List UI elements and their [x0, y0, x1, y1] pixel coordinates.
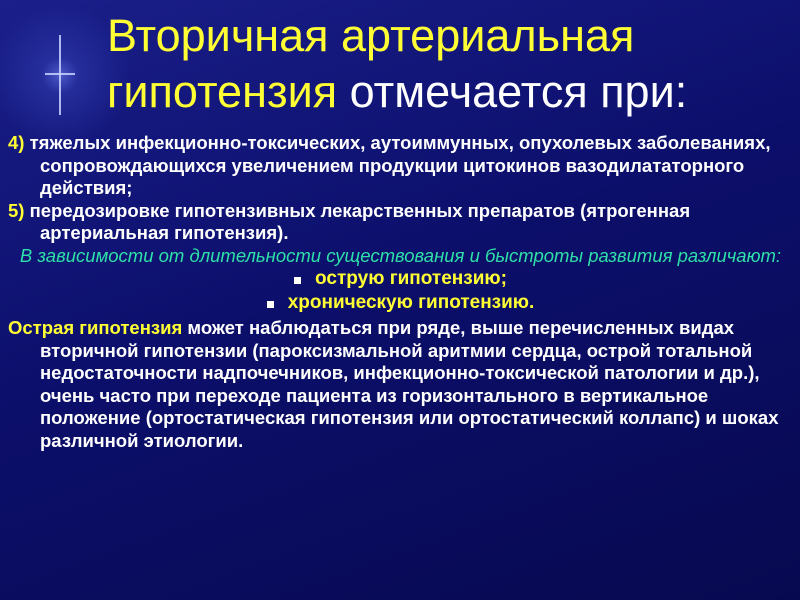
- slide-body: [8, 132, 793, 452]
- bullet-item-chronic: [8, 291, 793, 315]
- list-item-4: [8, 132, 793, 200]
- final-text: может наблюдаться при ряде, выше перечисленных видах вторичной гипотензии (пароксизмальной аритмии сердца, острой тотальной недостаточности надпочечников, инфекционно-токсической патологии и др.), очень часто при переходе пациента из горизонтального в вертикальное положение (ортостатическая гипотензия или ортостатический коллапс) и шоках различной этиологии.: [40, 317, 779, 451]
- title-part-3: отмечается при:: [349, 66, 688, 117]
- final-lead: Острая гипотензия: [8, 317, 183, 338]
- item-text: передозировке гипотензивных лекарственных препаратов (ятрогенная артериальная гипотензия).: [29, 199, 691, 243]
- intro-italic-text: В зависимости от длительности существования и быстроты развития различают:: [19, 244, 782, 266]
- item-number: 4): [8, 132, 25, 153]
- list-item-5: [8, 200, 793, 245]
- slide-title: [107, 8, 787, 120]
- title-part-2: гипотензия: [107, 66, 338, 117]
- final-paragraph: [8, 317, 793, 452]
- square-bullet-icon: [294, 277, 301, 284]
- bullet-item-acute: [8, 267, 793, 291]
- item-text: тяжелых инфекционно-токсических, аутоиммунных, опухолевых заболеваниях, сопровождающихся увеличением продукции цитокинов вазодилататорного действия;: [29, 132, 771, 198]
- bullet-text: острую гипотензию;: [315, 268, 507, 289]
- title-part-1: Вторичная артериальная: [107, 10, 635, 61]
- bullet-text: хроническую гипотензию.: [287, 292, 535, 313]
- sparkle-decoration: [45, 35, 75, 115]
- square-bullet-icon: [267, 301, 274, 308]
- item-number: 5): [8, 199, 25, 221]
